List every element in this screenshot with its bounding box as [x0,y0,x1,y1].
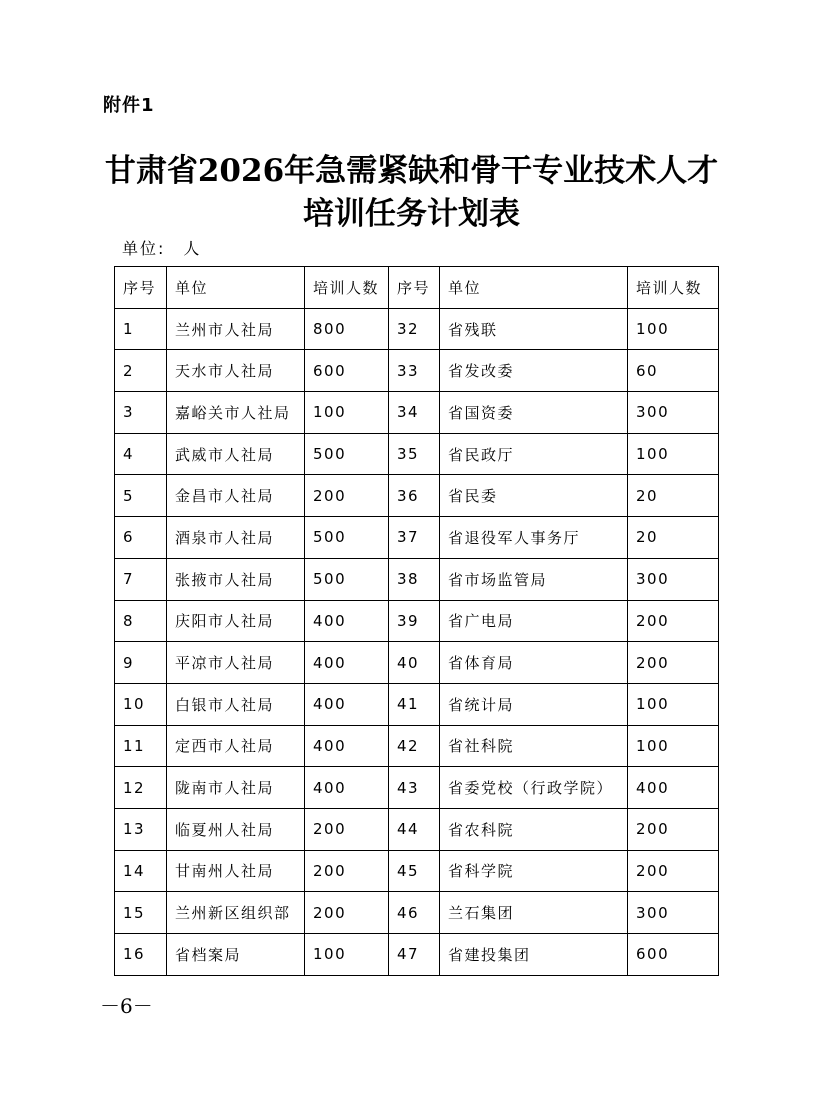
table-row [115,600,719,642]
cell-seq: 13 [115,808,167,850]
cell-count: 500 [305,558,389,600]
table-row [115,475,719,517]
training-plan-table [114,266,719,976]
cell-count: 200 [628,642,719,684]
cell-seq: 7 [115,558,167,600]
cell-seq: 47 [389,934,440,976]
cell-count: 100 [628,725,719,767]
cell-seq: 5 [115,475,167,517]
cell-unit: 省科学院 [440,850,628,892]
cell-unit: 庆阳市人社局 [167,600,305,642]
header-count-right: 培训人数 [628,267,719,309]
cell-count: 100 [628,308,719,350]
table-header-row [115,267,719,309]
cell-count: 300 [628,392,719,434]
cell-count: 500 [305,433,389,475]
cell-unit: 省退役军人事务厅 [440,517,628,559]
cell-unit: 定西市人社局 [167,725,305,767]
cell-unit: 省档案局 [167,934,305,976]
cell-count: 400 [305,642,389,684]
unit-note [122,236,201,259]
cell-seq: 37 [389,517,440,559]
cell-unit: 省广电局 [440,600,628,642]
cell-seq: 3 [115,392,167,434]
cell-unit: 省统计局 [440,683,628,725]
cell-unit: 甘南州人社局 [167,850,305,892]
cell-count: 60 [628,350,719,392]
cell-seq: 11 [115,725,167,767]
unit-value: 人 [183,239,202,258]
header-seq-left: 序号 [115,267,167,309]
cell-count: 200 [628,600,719,642]
cell-unit: 白银市人社局 [167,683,305,725]
cell-count: 600 [305,350,389,392]
cell-count: 400 [305,600,389,642]
cell-unit: 省社科院 [440,725,628,767]
cell-seq: 45 [389,850,440,892]
cell-count: 400 [628,767,719,809]
cell-count: 20 [628,475,719,517]
cell-count: 100 [305,934,389,976]
cell-seq: 35 [389,433,440,475]
cell-seq: 38 [389,558,440,600]
cell-unit: 省民委 [440,475,628,517]
table-row [115,808,719,850]
page-title-line-2: 培训任务计划表 [303,196,520,232]
table-row [115,350,719,392]
cell-count: 200 [305,850,389,892]
header-unit-right: 单位 [440,267,628,309]
page-title-line-1: 甘肃省2026年急需紧缺和骨干专业技术人才 [104,153,719,189]
cell-count: 200 [305,808,389,850]
cell-count: 100 [628,683,719,725]
cell-seq: 33 [389,350,440,392]
cell-seq: 15 [115,892,167,934]
cell-count: 300 [628,558,719,600]
cell-count: 100 [305,392,389,434]
cell-count: 400 [305,683,389,725]
table-row [115,433,719,475]
cell-count: 200 [305,892,389,934]
cell-unit: 兰州市人社局 [167,308,305,350]
table-body [115,308,719,975]
cell-unit: 兰州新区组织部 [167,892,305,934]
cell-seq: 46 [389,892,440,934]
table-row [115,934,719,976]
cell-seq: 43 [389,767,440,809]
cell-unit: 金昌市人社局 [167,475,305,517]
cell-seq: 36 [389,475,440,517]
cell-unit: 省农科院 [440,808,628,850]
cell-seq: 2 [115,350,167,392]
cell-count: 100 [628,433,719,475]
cell-seq: 40 [389,642,440,684]
cell-unit: 省体育局 [440,642,628,684]
table-row [115,850,719,892]
cell-seq: 39 [389,600,440,642]
attachment-label: 附件1 [103,95,155,116]
cell-unit: 嘉峪关市人社局 [167,392,305,434]
cell-count: 400 [305,725,389,767]
cell-seq: 14 [115,850,167,892]
cell-unit: 省残联 [440,308,628,350]
cell-unit: 武威市人社局 [167,433,305,475]
cell-unit: 酒泉市人社局 [167,517,305,559]
cell-seq: 6 [115,517,167,559]
page-number: －6－ [100,994,153,1018]
table-row [115,392,719,434]
cell-unit: 省委党校（行政学院） [440,767,628,809]
table-row [115,725,719,767]
cell-seq: 8 [115,600,167,642]
cell-count: 500 [305,517,389,559]
header-unit-left: 单位 [167,267,305,309]
cell-count: 200 [628,850,719,892]
cell-seq: 44 [389,808,440,850]
cell-unit: 省民政厅 [440,433,628,475]
header-seq-right: 序号 [389,267,440,309]
cell-count: 200 [628,808,719,850]
table-row [115,892,719,934]
cell-count: 200 [305,475,389,517]
cell-unit: 天水市人社局 [167,350,305,392]
cell-unit: 临夏州人社局 [167,808,305,850]
header-count-left: 培训人数 [305,267,389,309]
cell-count: 20 [628,517,719,559]
cell-unit: 省建投集团 [440,934,628,976]
cell-unit: 陇南市人社局 [167,767,305,809]
cell-unit: 平凉市人社局 [167,642,305,684]
cell-seq: 12 [115,767,167,809]
cell-unit: 省市场监管局 [440,558,628,600]
cell-unit: 省发改委 [440,350,628,392]
cell-unit: 张掖市人社局 [167,558,305,600]
cell-unit: 省国资委 [440,392,628,434]
cell-unit: 兰石集团 [440,892,628,934]
cell-seq: 16 [115,934,167,976]
cell-seq: 1 [115,308,167,350]
table-row [115,683,719,725]
cell-count: 600 [628,934,719,976]
cell-seq: 32 [389,308,440,350]
table-row [115,517,719,559]
cell-seq: 4 [115,433,167,475]
table-row [115,767,719,809]
cell-seq: 10 [115,683,167,725]
unit-label: 单位: [122,239,166,258]
table-row [115,642,719,684]
cell-count: 400 [305,767,389,809]
cell-seq: 42 [389,725,440,767]
cell-count: 800 [305,308,389,350]
cell-seq: 34 [389,392,440,434]
cell-seq: 9 [115,642,167,684]
table-row [115,558,719,600]
table-row [115,308,719,350]
cell-count: 300 [628,892,719,934]
cell-seq: 41 [389,683,440,725]
